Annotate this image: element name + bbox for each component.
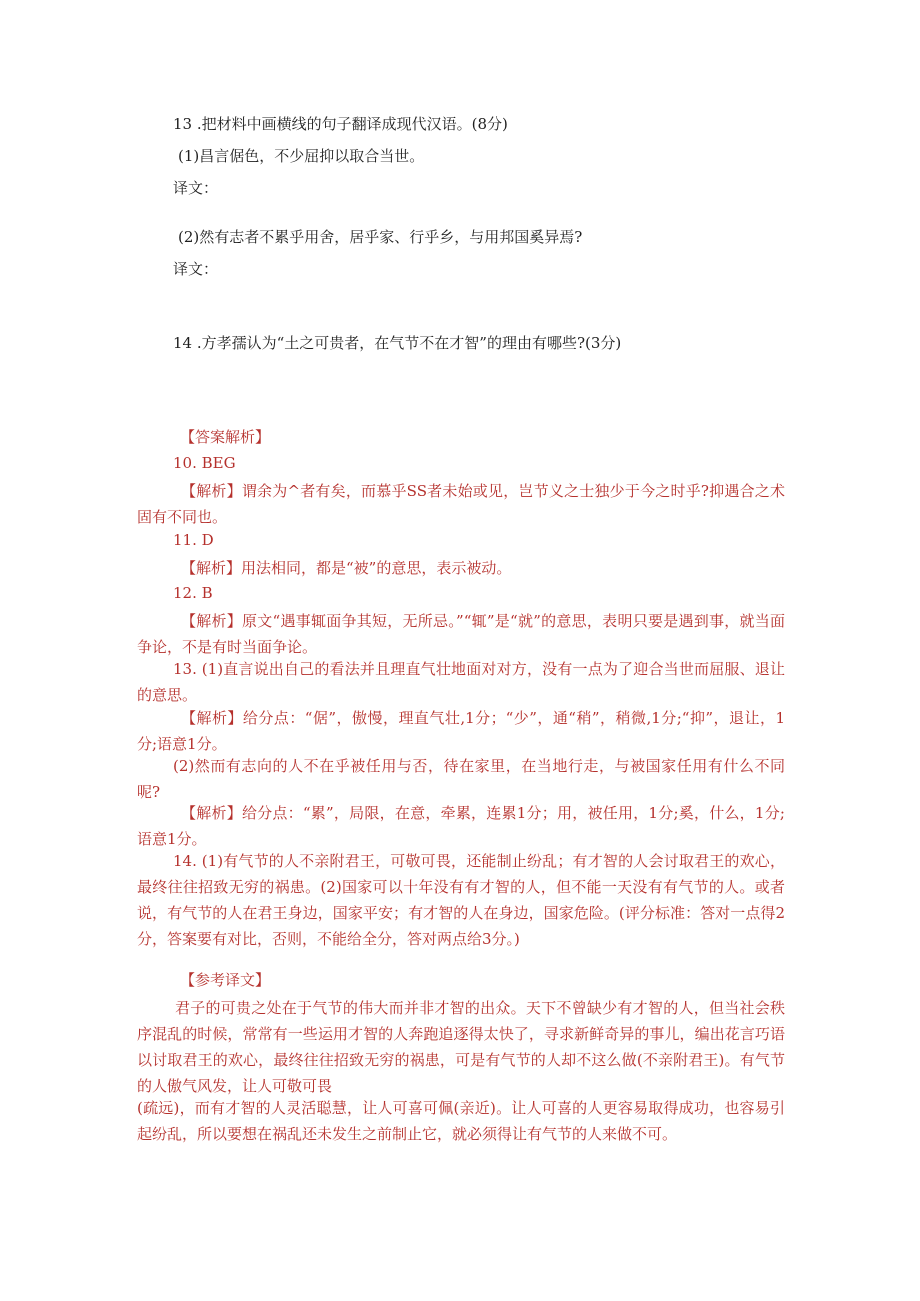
question-13-part-2: (2)然有志者不累乎用舍，居乎家、行乎乡，与用邦国奚异焉? — [178, 228, 583, 246]
answer-14: 14. (1)有气节的人不亲附君王，可敬可畏，还能制止纷乱；有才智的人会讨取君王的欢心，最终往往招致无穷的祸患。(2)国家可以十年没有有才智的人，但不能一天没有有气节的人。或者说，有气节的人在君王身边，国家平安；有才智的人在身边，国家危险。(评分标准：答对一点得2分，答案要有对比，否则，不能给全分，答对两点给3分。) — [137, 852, 785, 948]
question-14-title: 14 .方孝孺认为“土之可贵者，在气节不在才智”的理由有哪些?(3分) — [173, 334, 622, 352]
translation-label: 译文： — [173, 260, 219, 278]
answer-13-part-2: (2)然而有志向的人不在乎被任用与否，待在家里，在当地行走，与被国家任用有什么不同呢? — [137, 757, 785, 801]
answer-13-part-1-explanation: 【解析】给分点：“倨”，傲慢，理直气壮,1分；“少”，通“稍”，稍微,1分;“抑”，退让，1分;语意1分。 — [137, 709, 785, 753]
answer-13-part-1: 13. (1)直言说出自己的看法并且理直气壮地面对对方，没有一点为了迎合当世而屈服、退让的意思。 — [137, 660, 785, 704]
question-13-title: 13 .把材料中画横线的句子翻译成现代汉语。(8分) — [173, 115, 508, 133]
reference-translation-heading: 【参考译文】 — [180, 971, 271, 989]
answer-10-explanation: 【解析】谓余为^者有矣，而慕乎SS者未始或见，岂节义之士独少于今之时乎?抑遇合之术固有不同也。 — [137, 482, 785, 526]
question-13-part-1: (1)昌言倨色，不少屈抑以取合当世。 — [178, 147, 425, 165]
answer-11-explanation: 【解析】用法相同，都是“被”的意思，表示被动。 — [181, 559, 512, 577]
reference-translation-text: 君子的可贵之处在于气节的伟大而并非才智的出众。天下不曾缺少有才智的人，但当社会秩序混乱的时候，常常有一些运用才智的人奔跑追逐得太快了，寻求新鲜奇异的事儿，编出花言巧语以讨取君王的欢心，最终往往招致无穷的祸患，可是有气节的人却不这么做(不亲附君王)。有气节的人傲气风发，让人可敬可畏 — [137, 999, 785, 1095]
answer-12-explanation: 【解析】原文“遇事辄面争其短，无所忌。”“辄”是“就”的意思，表明只要是遇到事，就当面争论，不是有时当面争论。 — [137, 612, 785, 656]
answer-13-part-2-explanation: 【解析】给分点：“累”，局限，在意，牵累，连累1分；用，被任用，1分;奚，什么，1分;语意1分。 — [137, 804, 785, 848]
reference-translation-text-continued: (疏远)，而有才智的人灵活聪慧，让人可喜可佩(亲近)。让人可喜的人更容易取得成功，也容易引起纷乱，所以要想在祸乱还未发生之前制止它，就必须得让有气节的人来做不可。 — [137, 1099, 785, 1143]
answer-10: 10. BEG — [173, 454, 236, 472]
answer-11: 11. D — [173, 531, 214, 549]
answers-heading: 【答案解析】 — [180, 428, 271, 446]
answer-12: 12. B — [173, 584, 213, 602]
translation-label: 译文： — [173, 179, 219, 197]
